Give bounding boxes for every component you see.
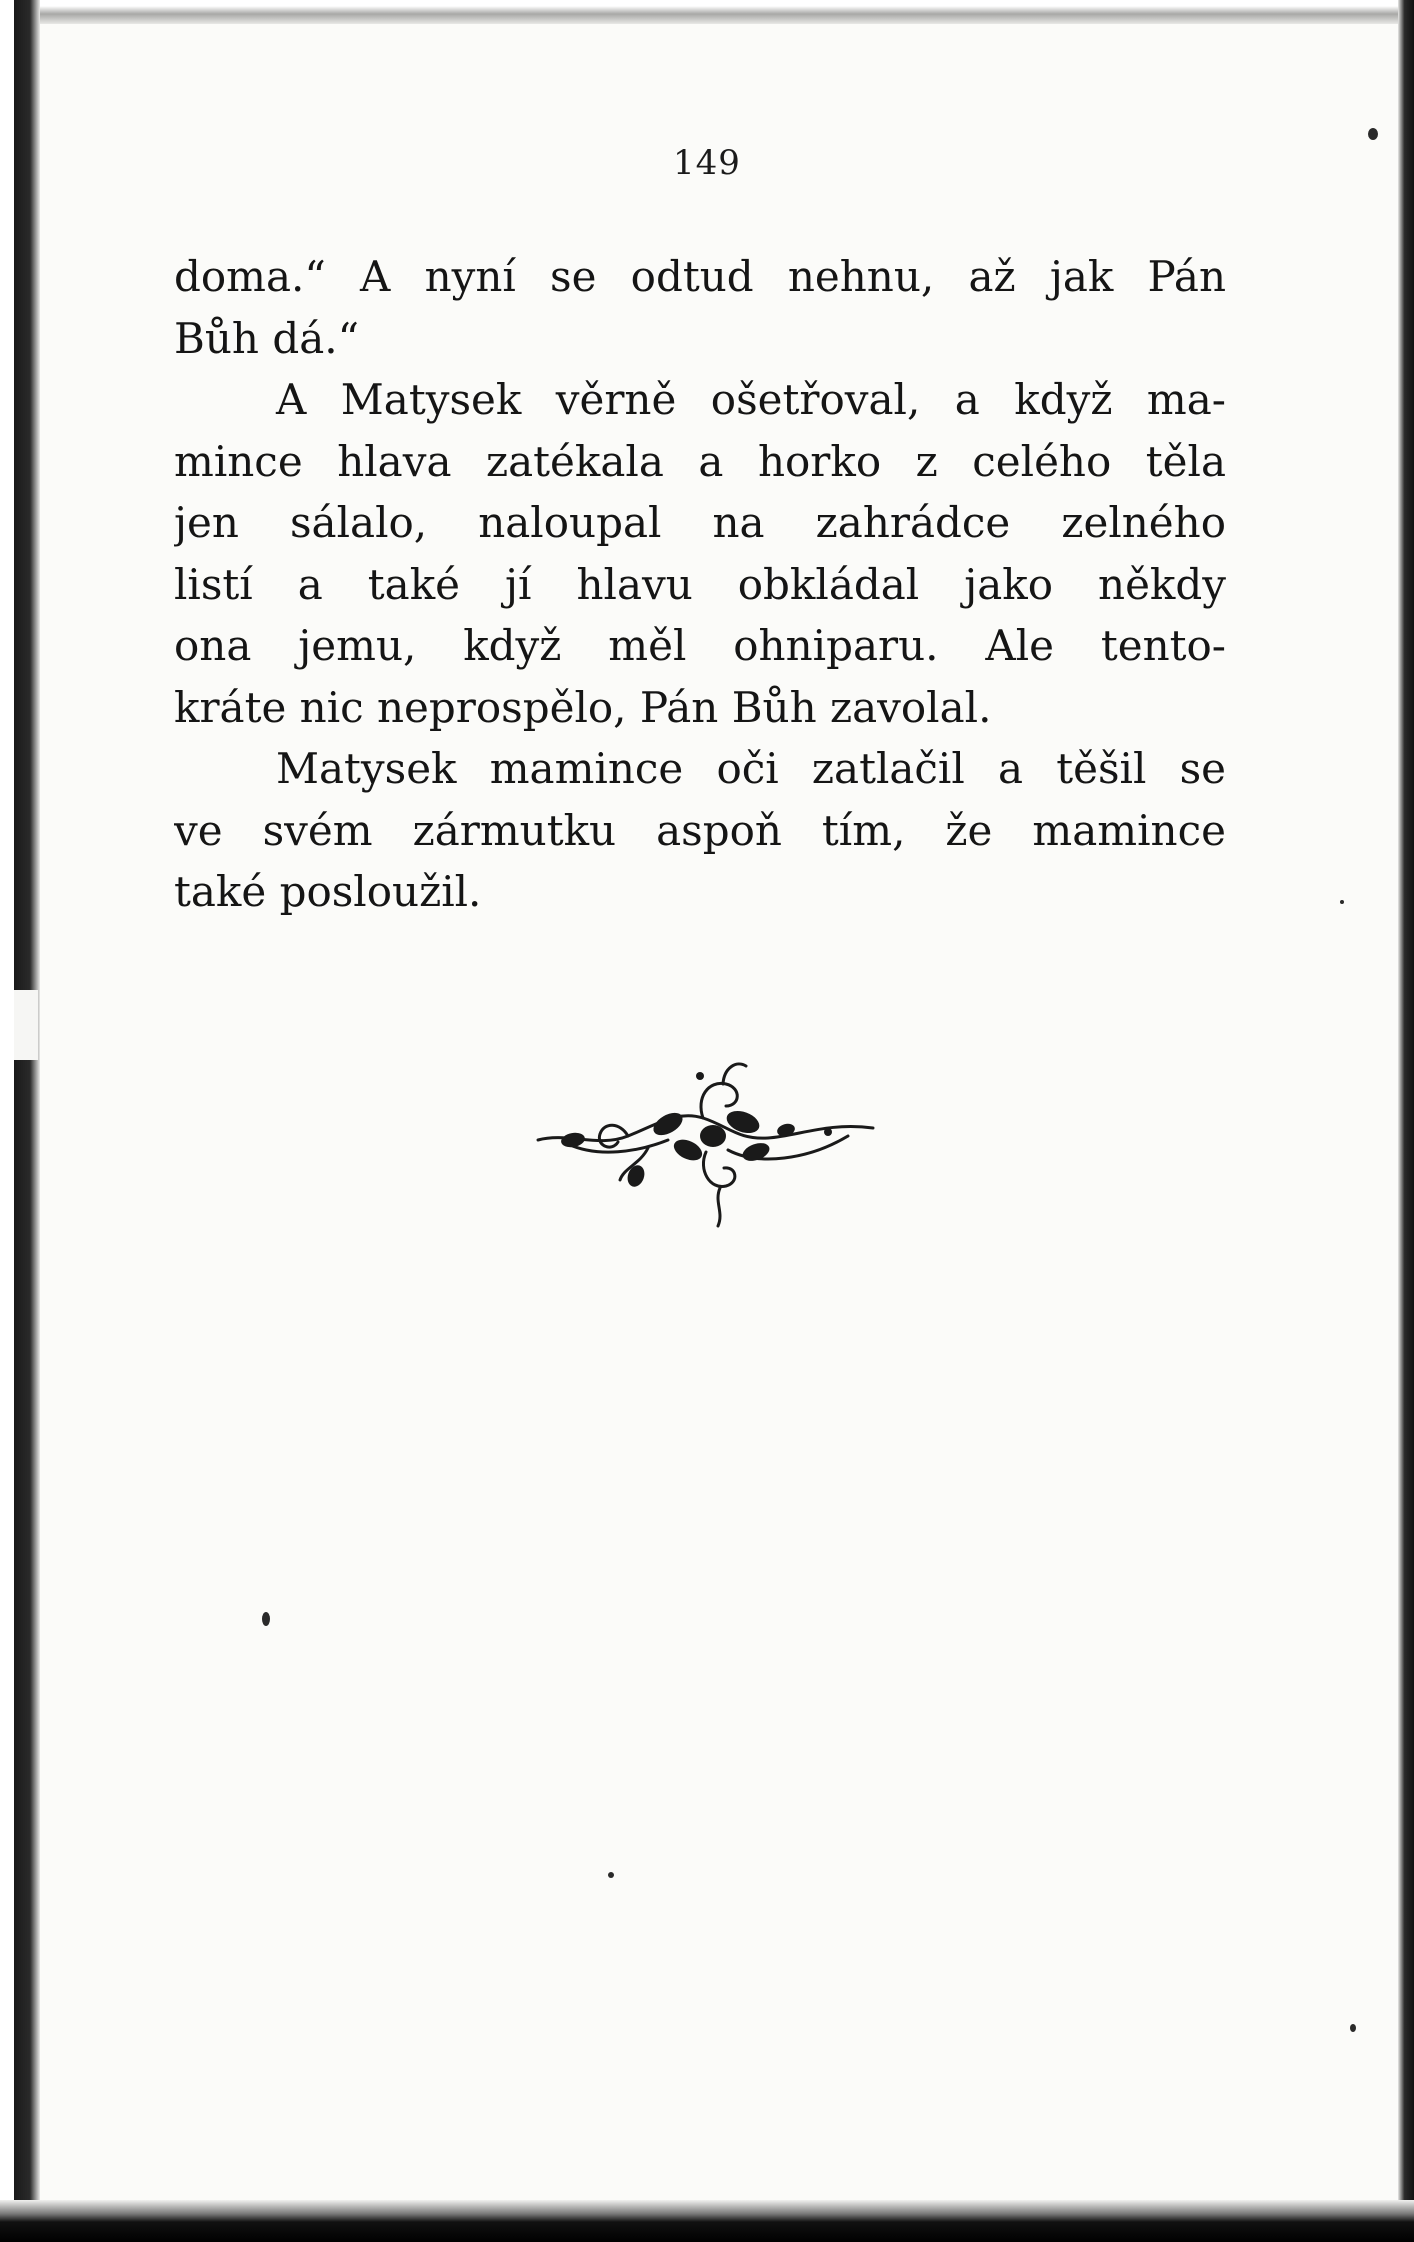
text-line: jen sálalo, naloupal na zahrádce zelného: [174, 498, 1226, 547]
text-line: Matysek mamince oči zatlačil a těšil se: [276, 744, 1226, 793]
body-text: [174, 246, 1226, 923]
page-bottom-edge: [0, 2200, 1414, 2242]
text-line: listí a také jí hlavu obkládal jako někdy: [174, 559, 1226, 609]
binding-edge: [0, 0, 40, 2242]
scan-speck: [262, 1612, 270, 1626]
text-line: doma.“ A nyní se odtud nehnu, až jak Pán: [174, 252, 1226, 301]
scan-speck: [1368, 128, 1378, 140]
scan-speck: [1340, 900, 1344, 904]
page-number: 149: [673, 143, 741, 183]
page-right-edge: [1398, 0, 1414, 2242]
text-line: A Matysek věrně ošetřoval, a když ma-: [276, 375, 1226, 424]
text-line: kráte nic neprospělo, Pán Bůh zavolal.: [174, 682, 992, 732]
text-line: mince hlava zatékala a horko z celého těla: [174, 436, 1226, 486]
text-line: také posloužil.: [174, 867, 482, 916]
text-line: ve svém zármutku aspoň tím, že mamince: [174, 805, 1226, 855]
text-line: Bůh dá.“: [174, 313, 360, 363]
binding-edge-gap: [14, 990, 38, 1060]
text-line: ona jemu, když měl ohniparu. Ale tento-: [174, 621, 1226, 670]
scan-speck: [608, 1872, 614, 1878]
scan-speck: [1350, 2024, 1356, 2032]
floral-vignette-icon: [528, 1040, 888, 1240]
page-top-edge: [30, 0, 1400, 24]
